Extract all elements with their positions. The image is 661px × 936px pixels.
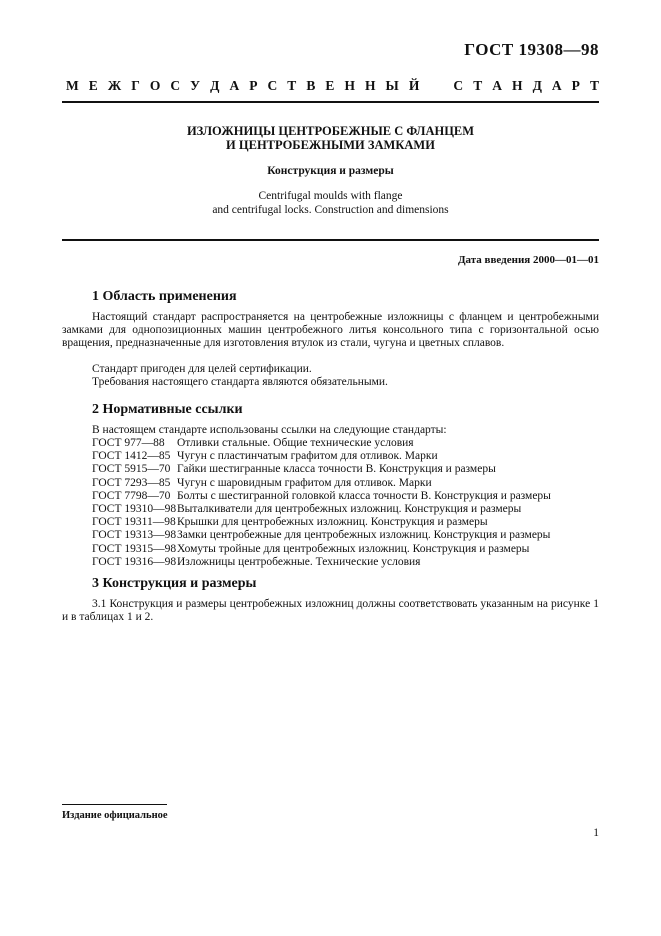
reference-title: Замки центробежные для центробежных изложниц. Конструкция и размеры <box>177 529 551 542</box>
english-title-line-2: and centrifugal locks. Construction and dimensions <box>212 204 449 216</box>
edition-label: Издание официальное <box>62 810 168 821</box>
section-1-paragraph-1: Настоящий стандарт распространяется на центробежные изложницы с фланцем и центробежными замками для однопозиционных машин центробежного литья консольного типа с горизонтальной осью вращения, предназначенные для изготовления втулок из стали, чугуна и цветных сплавов. <box>62 311 599 350</box>
reference-code: ГОСТ 19315—98 <box>92 542 177 555</box>
reference-code: ГОСТ 5915—70 <box>92 463 171 476</box>
reference-item <box>92 490 551 503</box>
reference-item <box>92 529 551 542</box>
references-list <box>92 437 551 569</box>
section-3-heading: 3 Конструкция и размеры <box>92 576 257 591</box>
section-1-heading: 1 Область применения <box>92 289 237 304</box>
page-number: 1 <box>593 827 599 839</box>
banner-letter: Е <box>325 78 335 93</box>
section-1-paragraph-3: Требования настоящего стандарта являются обязательными. <box>92 376 388 388</box>
section-3-paragraph-1: 3.1 Конструкция и размеры центробежных изложниц должны соответствовать указанным на рисунке 1 и в таблицах 1 и 2. <box>62 598 599 624</box>
reference-item <box>92 556 551 569</box>
section-2-intro: В настоящем стандарте использованы ссылки на следующие стандарты: <box>92 424 447 436</box>
banner-letter: Н <box>364 78 376 93</box>
reference-code: ГОСТ 1412—85 <box>92 450 171 463</box>
banner-letter: А <box>551 78 562 93</box>
reference-item <box>92 516 551 529</box>
banner-letter: Д <box>210 78 220 93</box>
reference-title: Отливки стальные. Общие технические условия <box>177 437 414 449</box>
english-title-line-1: Centrifugal moulds with flange <box>258 190 403 202</box>
document-title-line-1: ИЗЛОЖНИЦЫ ЦЕНТРОБЕЖНЫЕ С ФЛАНЦЕМ <box>186 124 475 138</box>
reference-title: Болты с шестигранной головкой класса точности В. Конструкция и размеры <box>177 489 551 502</box>
banner-letter: О <box>149 78 161 93</box>
reference-item <box>92 450 551 463</box>
banner-letter: Е <box>88 78 98 93</box>
banner-letter: С <box>267 78 278 93</box>
reference-code: ГОСТ 977—88 <box>92 437 165 449</box>
banner-letter: Н <box>512 78 523 93</box>
banner-letter: Т <box>589 78 599 93</box>
reference-item <box>92 503 551 516</box>
banner-letter: Ы <box>385 78 399 93</box>
reference-item <box>92 543 551 556</box>
title-rule <box>62 239 599 241</box>
reference-code: ГОСТ 19310—98 <box>92 503 177 516</box>
banner-word-gap <box>429 78 443 94</box>
reference-code: ГОСТ 19313—98 <box>92 529 177 542</box>
reference-title: Чугун с шаровидным графитом для отливок. Марки <box>177 476 432 489</box>
banner-letter: С <box>453 78 464 93</box>
banner-letter: Р <box>571 78 580 93</box>
reference-title: Хомуты тройные для центробежных изложниц. Конструкция и размеры <box>177 542 530 555</box>
reference-title: Изложницы центробежные. Технические условия <box>177 555 421 568</box>
banner-letter: Д <box>532 78 542 93</box>
reference-item <box>92 437 551 450</box>
reference-item <box>92 463 551 476</box>
banner-letter: Й <box>408 78 420 93</box>
reference-code: ГОСТ 7293—85 <box>92 476 171 489</box>
footer-rule <box>62 804 167 805</box>
reference-code: ГОСТ 19316—98 <box>92 555 177 568</box>
banner-letter: Т <box>287 78 297 93</box>
banner-letter: Г <box>131 78 140 93</box>
introduction-date: Дата введения 2000—01—01 <box>457 254 599 266</box>
banner-letter: М <box>66 78 79 93</box>
standard-code: ГОСТ 19308—98 <box>464 40 599 59</box>
reference-title: Гайки шестигранные класса точности В. Конструкция и размеры <box>177 463 496 476</box>
standard-type-banner <box>66 78 599 94</box>
reference-code: ГОСТ 7798—70 <box>92 489 171 502</box>
banner-letter: Т <box>473 78 483 93</box>
banner-letter: С <box>170 78 181 93</box>
reference-title: Крышки для центробежных изложниц. Конструкция и размеры <box>177 516 488 529</box>
banner-letter: В <box>306 78 316 93</box>
banner-letter: Н <box>344 78 355 93</box>
banner-letter: А <box>229 78 240 93</box>
document-title-line-2: И ЦЕНТРОБЕЖНЫМИ ЗАМКАМИ <box>226 138 435 152</box>
banner-letter: У <box>190 78 201 93</box>
reference-title: Выталкиватели для центробежных изложниц. Конструкция и размеры <box>177 503 522 516</box>
banner-letter: Ж <box>107 78 122 93</box>
section-1-paragraph-2: Стандарт пригоден для целей сертификации. <box>92 363 312 375</box>
reference-code: ГОСТ 19311—98 <box>92 516 176 529</box>
banner-letter: А <box>492 78 502 93</box>
reference-title: Чугун с пластинчатым графитом для отливок. Марки <box>177 450 438 463</box>
section-2-heading: 2 Нормативные ссылки <box>92 402 243 417</box>
document-subtitle: Конструкция и размеры <box>267 165 394 177</box>
banner-letter: Р <box>249 78 258 93</box>
reference-item <box>92 477 551 490</box>
top-rule <box>62 101 599 103</box>
